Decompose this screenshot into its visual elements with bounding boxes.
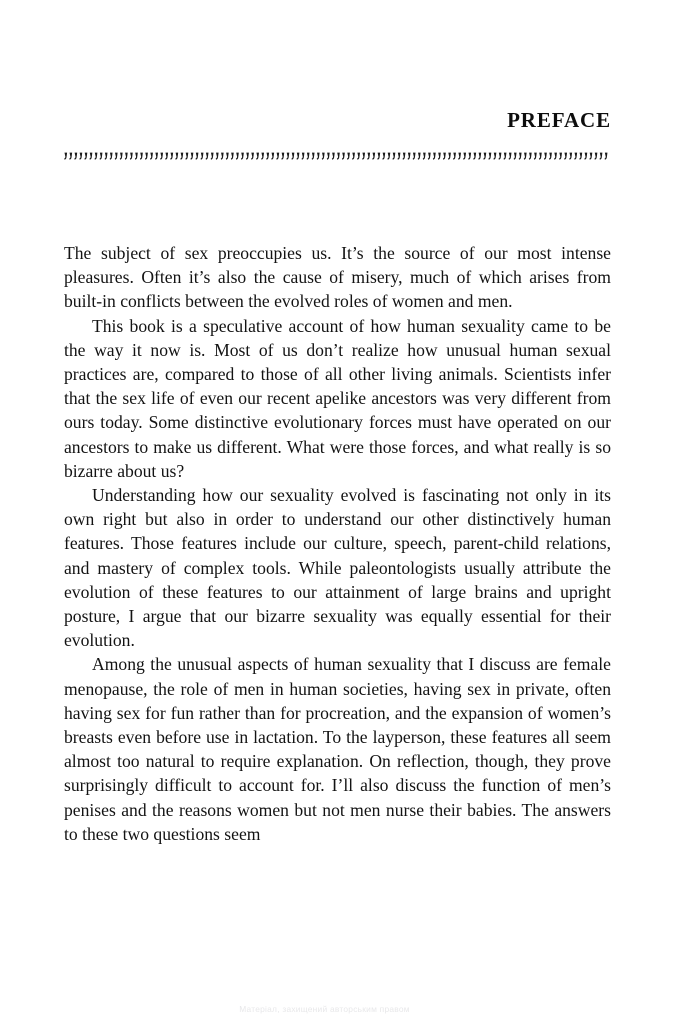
page-header — [64, 108, 611, 132]
ornamental-divider-icon — [64, 152, 611, 161]
copyright-watermark-text: Матеріал, захищений авторським правом — [239, 1004, 410, 1014]
body-text-block — [64, 241, 611, 846]
paragraph: Understanding how our sexuality evolved is fascinating not only in its own right but also in order to understand our other distinctively human features. Those features include our culture, speech, parent-child relations, and mastery of complex tools. While paleontologists usually attribute the evolution of these features to our attainment of large brains and upright posture, I argue that our bizarre sexuality was equally essential for their evolution. — [64, 485, 611, 651]
paragraph: The subject of sex preoccupies us. It’s the source of our most intense pleasures. Often it’s also the cause of misery, much of which arises from built-in conflicts between the evolved roles of women and men. — [64, 243, 611, 312]
page-title: PREFACE — [507, 108, 611, 132]
copyright-watermark — [0, 999, 673, 1017]
paragraph: This book is a speculative account of how human sexuality came to be the way it now is. Most of us don’t realize how unusual human sexual practices are, compared to those of all other living animals. Scientists infer that the sex life of even our recent apelike ancestors was very different from ours today. Some distinctive evolutionary forces must have operated on our ancestors to make us different. What were those forces, and what really is so bizarre about us? — [64, 315, 611, 481]
paragraph: Among the unusual aspects of human sexuality that I discuss are female menopause, the role of men in human societies, having sex in private, often having sex for fun rather than for procreation, and the expansion of women’s breasts even before use in lactation. To the layperson, these features all seem almost too natural to require explanation. On reflection, though, they prove surprisingly difficult to account for. I’ll also discuss the function of men’s penises and the reasons women but not men nurse their babies. The answers to these two questions seem — [64, 654, 611, 844]
